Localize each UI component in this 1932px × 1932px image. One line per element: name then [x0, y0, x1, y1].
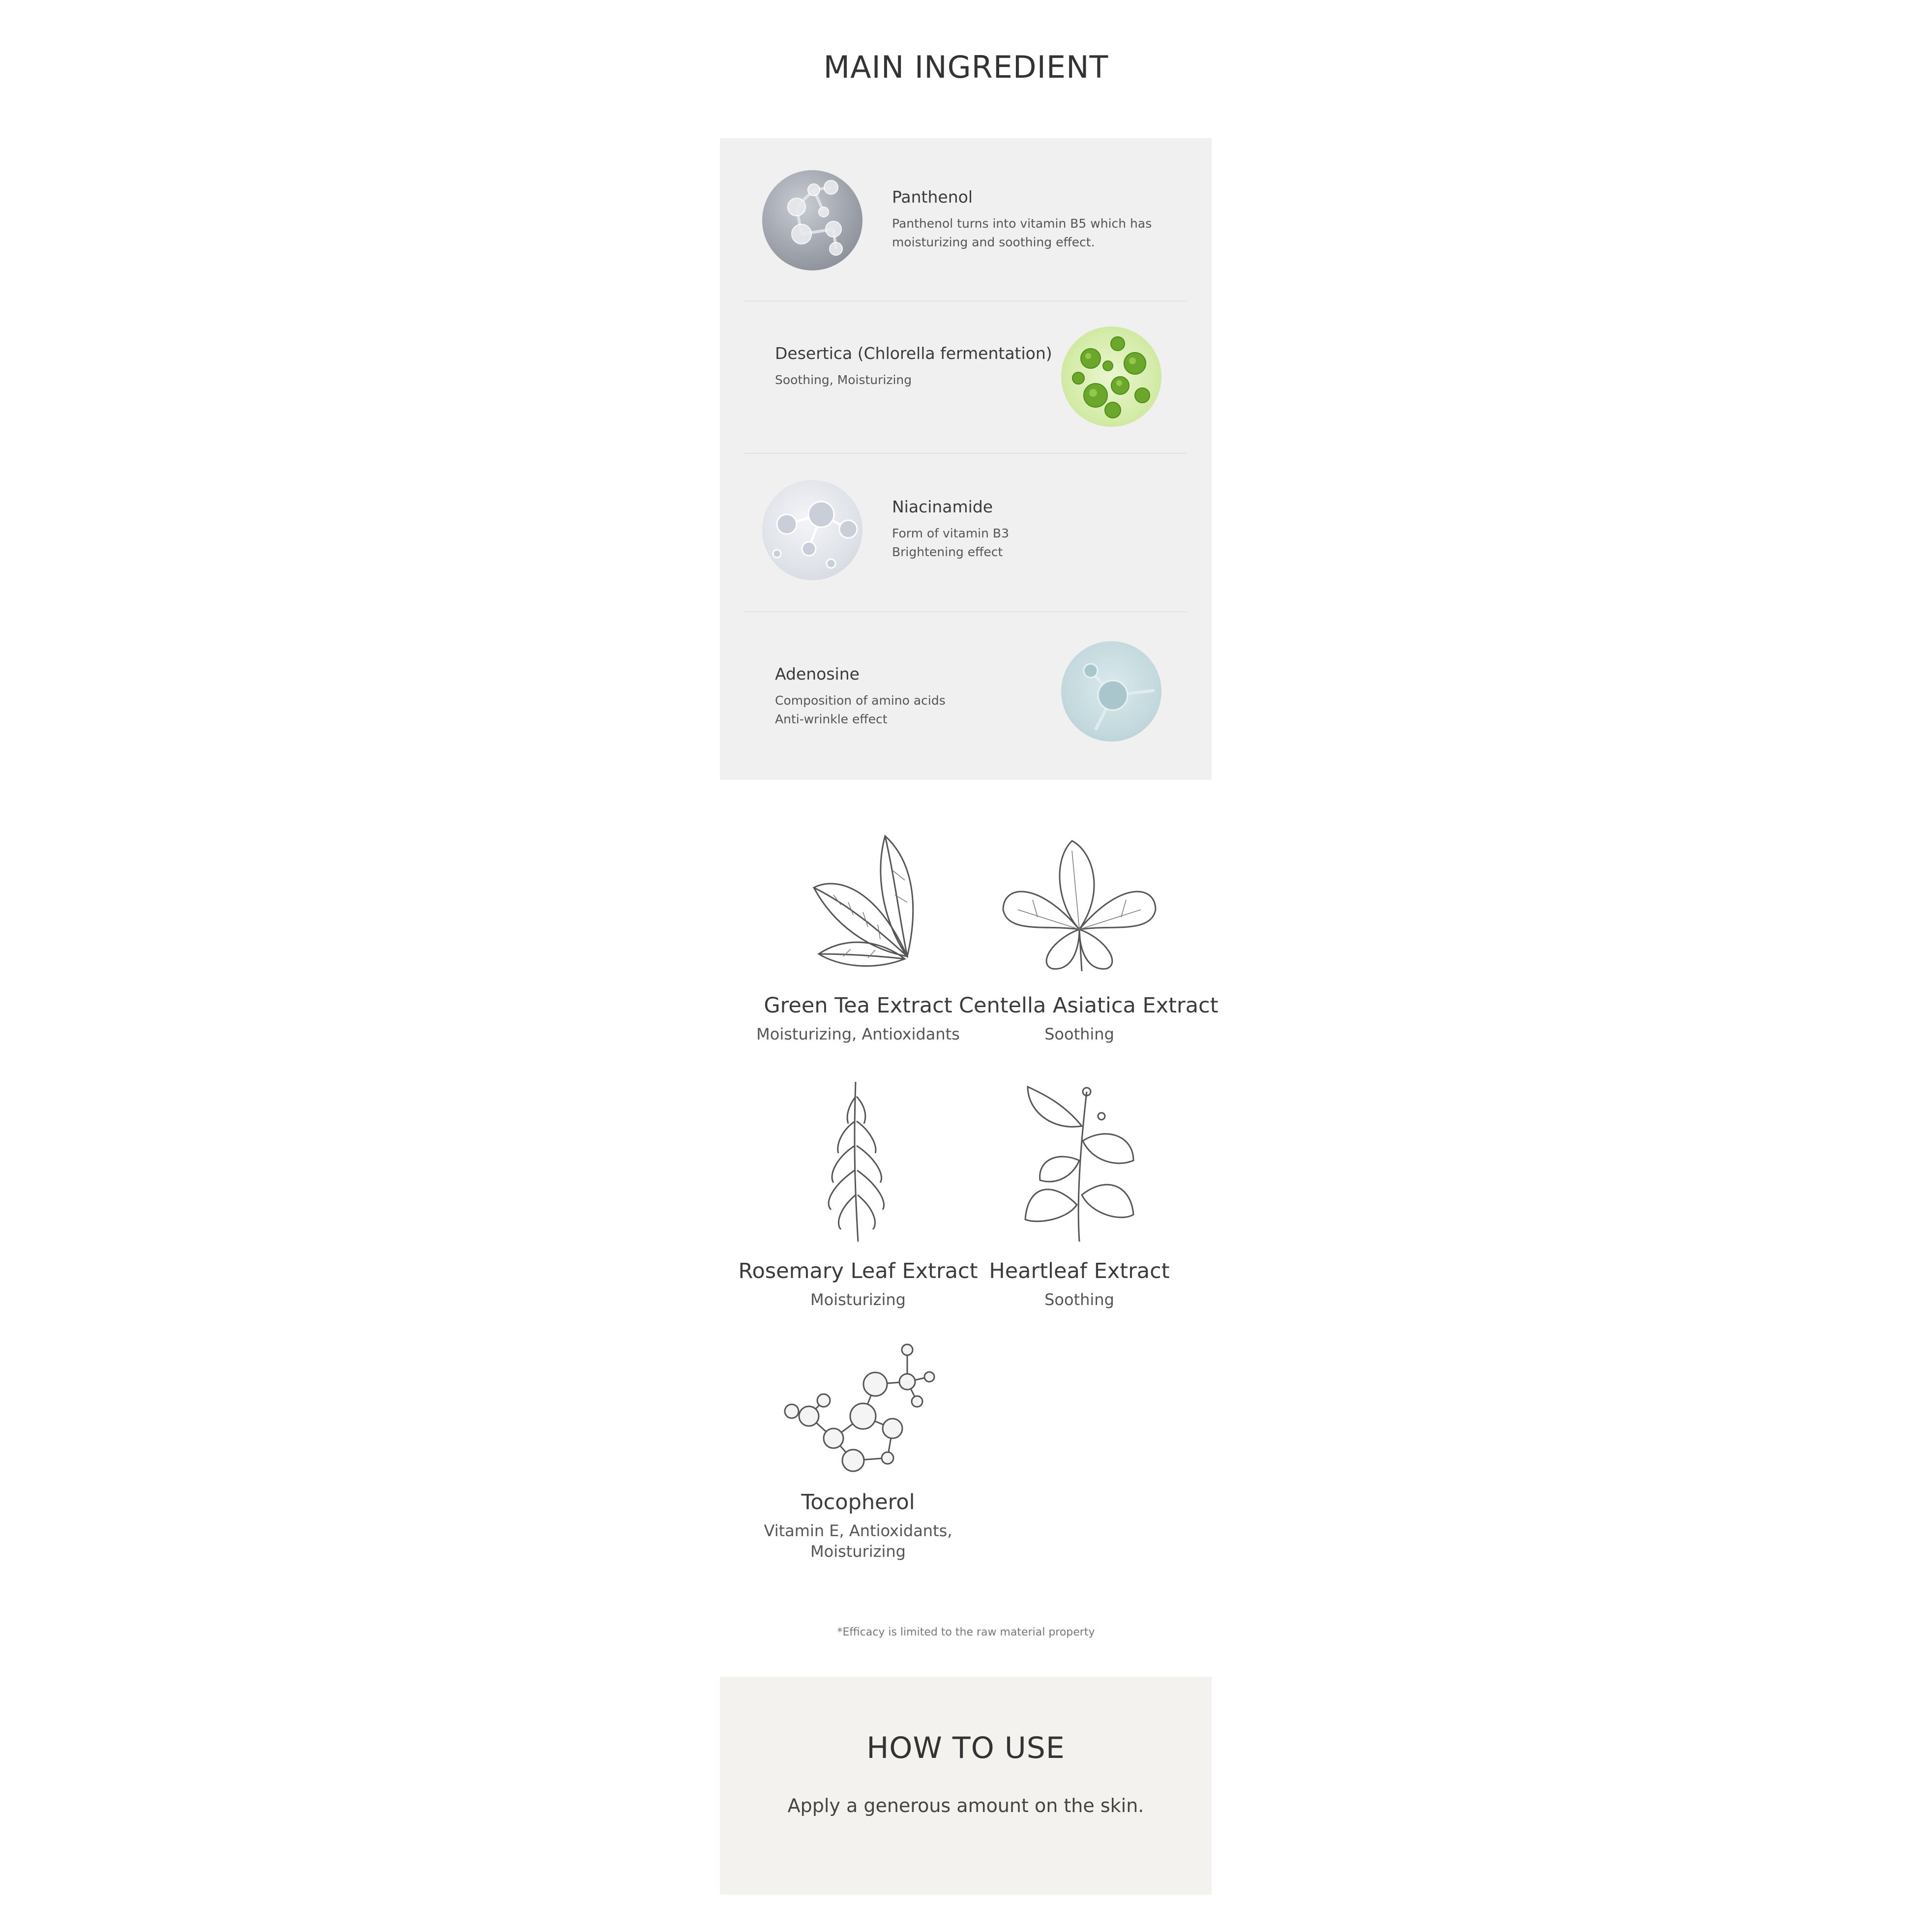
- extract-tocopherol: [738, 1342, 979, 1562]
- molecule-bubbles-photo-icon: [762, 480, 862, 580]
- chlorella-cells-photo-icon: [1061, 327, 1161, 427]
- ingredient-text: [892, 187, 1167, 252]
- ingredient-row-desertica: [744, 325, 1187, 428]
- extract-name: Tocopherol: [801, 1490, 915, 1515]
- ingredient-desc-line: Anti-wrinkle effect: [775, 712, 888, 726]
- ingredient-desc-line: Composition of amino acids: [775, 693, 946, 708]
- ingredient-desc: [892, 214, 1167, 252]
- ingredient-desc: [775, 691, 1050, 729]
- green-tea-leaves-icon: [794, 831, 922, 974]
- ingredient-name: Niacinamide: [892, 497, 993, 516]
- efficacy-disclaimer: *Efficacy is limited to the raw material property: [837, 1626, 1095, 1638]
- ingredient-text: [892, 497, 1167, 562]
- ingredient-name: Adenosine: [775, 664, 860, 684]
- ingredient-desc-line: Soothing, Moisturizing: [775, 373, 912, 387]
- extract-desc-line: Vitamin E, Antioxidants,: [764, 1521, 952, 1540]
- extract-name: Rosemary Leaf Extract: [738, 1259, 978, 1283]
- extract-desc: Soothing: [1044, 1290, 1114, 1309]
- molecule-photo-icon: [762, 170, 862, 270]
- extract-desc: Moisturizing, Antioxidants: [756, 1025, 960, 1043]
- blue-molecule-photo-icon: [1061, 641, 1161, 742]
- ingredient-desc-line: moisturizing and soothing effect.: [892, 235, 1095, 249]
- centella-leaves-icon: [998, 831, 1160, 974]
- molecule-sketch-icon: [770, 1342, 947, 1485]
- extract-green-tea: [738, 831, 979, 1044]
- ingredient-desc-line: Form of vitamin B3: [892, 526, 1009, 540]
- ingredient-row-niacinamide: [744, 477, 1187, 581]
- ingredient-desc: [892, 524, 1167, 562]
- ingredient-desc: [775, 371, 1070, 389]
- ingredient-text: [775, 344, 1070, 389]
- extract-name: Green Tea Extract: [764, 993, 952, 1018]
- ingredient-row-adenosine: [744, 640, 1187, 743]
- extract-centella: [959, 831, 1219, 1044]
- ingredient-name: Panthenol: [892, 187, 973, 207]
- extract-heartleaf: [959, 1082, 1200, 1310]
- main-ingredient-title: MAIN INGREDIENT: [823, 49, 1109, 85]
- ingredient-divider: [744, 453, 1187, 454]
- how-to-use-panel: [720, 1677, 1212, 1895]
- ingredient-text: [775, 664, 1050, 729]
- rosemary-sprig-icon: [809, 1077, 907, 1244]
- ingredient-desc-line: Brightening effect: [892, 545, 1003, 559]
- extract-name: Centella Asiatica Extract: [959, 993, 1219, 1018]
- extract-desc: [738, 1520, 979, 1562]
- ingredient-name: Desertica (Chlorella fermentation): [775, 344, 1052, 363]
- extract-desc: Soothing: [1044, 1025, 1114, 1043]
- main-ingredient-panel: [720, 138, 1212, 780]
- ingredient-divider: [744, 300, 1187, 301]
- ingredient-desc-line: Panthenol turns into vitamin B5 which has: [892, 216, 1152, 231]
- extract-desc-line: Moisturizing: [810, 1542, 906, 1561]
- how-to-use-title: HOW TO USE: [866, 1731, 1065, 1765]
- extract-rosemary: [738, 1077, 979, 1310]
- ingredient-row-panthenol: [744, 168, 1187, 271]
- extract-desc: Moisturizing: [810, 1290, 906, 1309]
- how-to-use-text: Apply a generous amount on the skin.: [787, 1795, 1144, 1816]
- heartleaf-plant-icon: [1018, 1082, 1141, 1244]
- extract-name: Heartleaf Extract: [989, 1259, 1170, 1283]
- ingredient-divider: [744, 611, 1187, 612]
